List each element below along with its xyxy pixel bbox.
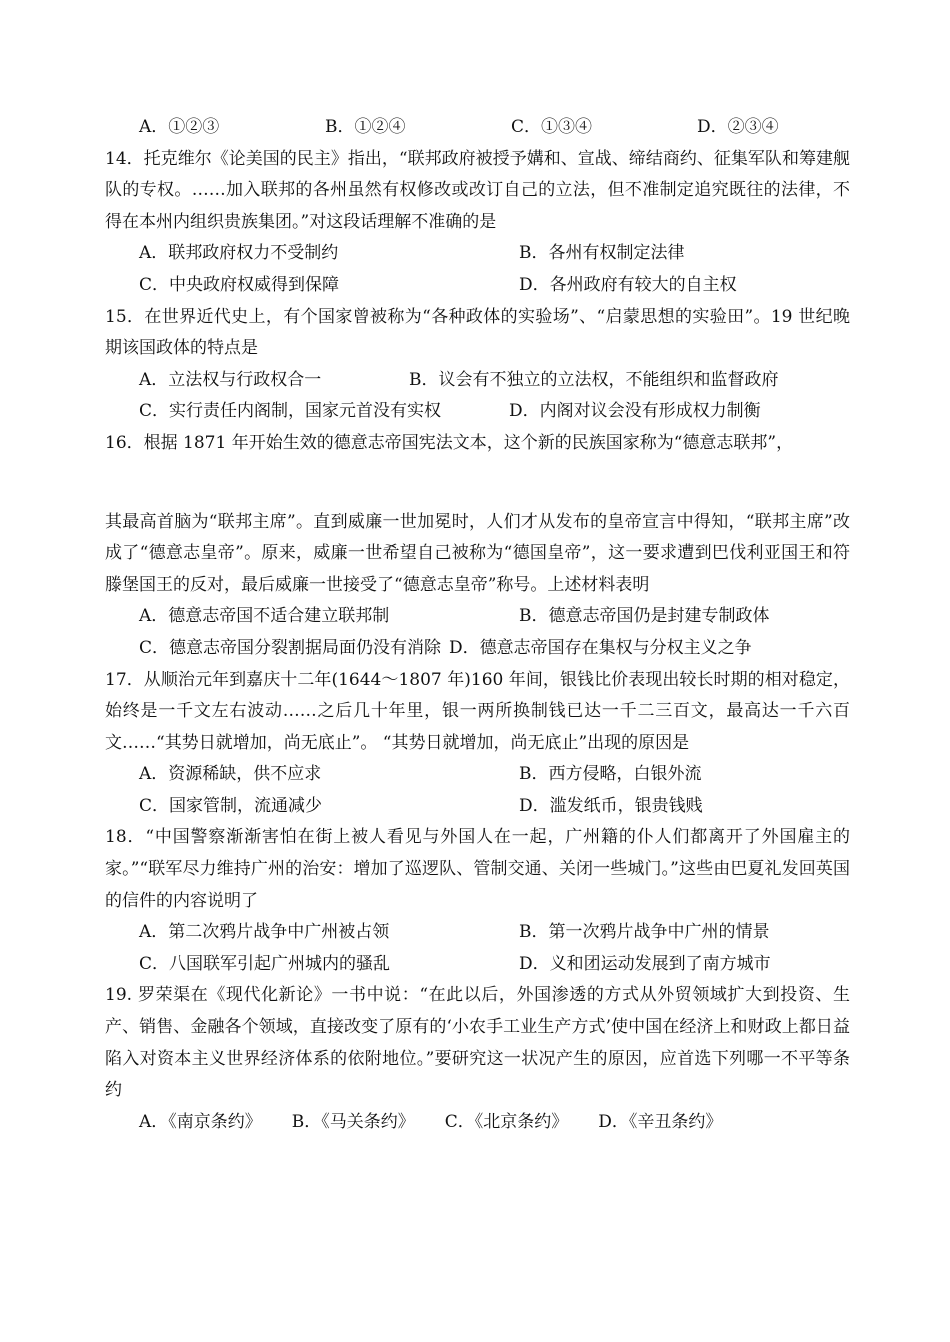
q18-option-a: A．第二次鸦片战争中广州被占领 (139, 922, 390, 943)
blank-gap (105, 460, 850, 507)
q15-stem: 15．在世界近代史上，有个国家曾被称为“各种政体的实验场”、“启蒙思想的实验田”。19 世纪晚期该国政体的特点是 (105, 306, 850, 359)
q16-stem-part2: 其最高首脑为“联邦主席”。直到威廉一世加冕时，人们才从发布的皇帝宣言中得知，“联邦主席”改成了“德意志皇帝”。原来，威廉一世希望自己被称为“德国皇帝”，这一要求遭到巴伐利亚国王和符滕堡国王的反对，最后威廉一世接受了“德意志皇帝”称号。上述材料表明 (105, 511, 850, 595)
q13-option-a: A．①②③ (139, 117, 220, 137)
q14-option-c: C．中央政府权威得到保障 (139, 274, 340, 295)
exam-page (105, 112, 850, 1138)
q14-option-b: B．各州有权制定法律 (519, 243, 685, 264)
question-15 (105, 302, 850, 428)
q15-option-a: A．立法权与行政权合一 (139, 369, 322, 390)
q15-option-c: C．实行责任内阁制，国家元首没有实权 (139, 401, 442, 422)
question-18 (105, 822, 850, 980)
q15-option-b: B．议会有不独立的立法权，不能组织和监督政府 (409, 369, 779, 390)
q16-option-d: D．德意志帝国存在集权与分权主义之争 (449, 637, 752, 658)
q17-option-d: D．滥发纸币，银贵钱贱 (519, 795, 703, 816)
q19-options (105, 1107, 850, 1139)
q17-option-b: B．西方侵略，白银外流 (519, 764, 702, 785)
q19-option-d: D．《辛丑条约》 (598, 1111, 723, 1132)
question-19 (105, 980, 850, 1138)
question-16 (105, 428, 850, 665)
q13-option-c: C．①③④ (511, 117, 593, 137)
q17-options-row2 (105, 791, 850, 823)
q18-options-row2 (105, 949, 850, 981)
q17-option-c: C．国家管制，流通减少 (139, 795, 323, 816)
q15-option-d: D．内阁对议会没有形成权力制衡 (509, 401, 761, 422)
q18-option-c: C．八国联军引起广州城内的骚乱 (139, 953, 391, 974)
q19-option-b: B．《马关条约》 (291, 1111, 415, 1132)
q14-options-row1 (105, 238, 850, 270)
q14-options-row2 (105, 270, 850, 302)
q19-option-a: A．《南京条约》 (139, 1111, 262, 1132)
q18-stem: 18．“中国警察渐渐害怕在街上被人看见与外国人在一起，广州籍的仆人们都离开了外国雇主的家。”“联军尽力维持广州的治安：增加了巡逻队、管制交通、关闭一些城门。”这些由巴夏礼发回英国的信件的内容说明了 (105, 827, 850, 911)
q17-stem: 17．从顺治元年到嘉庆十二年(1644～1807 年)160 年间，银钱比价表现出较长时期的相对稳定，始终是一千文左右波动……之后几十年里，银一两所换制钱已达一千二三百文，最高达一千六百文……“其势日就增加，尚无底止”。 “其势日就增加，尚无底止”出现的原因是 (105, 669, 850, 753)
q14-option-d: D．各州政府有较大的自主权 (519, 274, 737, 295)
question-14 (105, 144, 850, 302)
q13-option-b: B．①②④ (325, 117, 406, 137)
q15-options-row1 (105, 365, 850, 397)
q16-stem-part1: 16．根据 1871 年开始生效的德意志帝国宪法文本，这个新的民族国家称为“德意志联邦”， (105, 432, 794, 453)
q17-option-a: A．资源稀缺，供不应求 (139, 764, 322, 785)
q16-options-row1 (105, 601, 850, 633)
q16-options-row2 (105, 633, 850, 665)
q18-option-b: B．第一次鸦片战争中广州的情景 (519, 922, 770, 943)
q16-option-b: B．德意志帝国仍是封建专制政体 (519, 606, 770, 627)
q19-option-c: C．《北京条约》 (444, 1111, 569, 1132)
q14-option-a: A．联邦政府权力不受制约 (139, 243, 339, 264)
q18-option-d: D．义和团运动发展到了南方城市 (519, 953, 771, 974)
q14-stem: 14．托克维尔《论美国的民主》指出，“联邦政府被授予媾和、宣战、缔结商约、征集军队和筹建舰队的专权。……加入联邦的各州虽然有权修改或改订自己的立法，但不准制定追究既往的法律，不得在本州内组织贵族集团。”对这段话理解不准确的是 (105, 148, 850, 232)
q18-options-row1 (105, 917, 850, 949)
question-17 (105, 665, 850, 823)
q16-option-a: A．德意志帝国不适合建立联邦制 (139, 606, 390, 627)
q16-option-c: C．德意志帝国分裂割据局面仍没有消除 (139, 637, 442, 658)
q19-stem: 19. 罗荣渠在《现代化新论》一书中说：“在此以后，外国渗透的方式从外贸领域扩大到投资、生产、销售、金融各个领域，直接改变了原有的‘小农手工业生产方式’使中国在经济上和财政上都日益陷入对资本主义世界经济体系的依附地位。”要研究这一状况产生的原因，应首选下列哪一不平等条约 (105, 985, 850, 1101)
q15-options-row2 (105, 396, 850, 428)
q13-options (105, 112, 850, 144)
q17-options-row1 (105, 759, 850, 791)
q13-option-d: D．②③④ (697, 117, 779, 137)
